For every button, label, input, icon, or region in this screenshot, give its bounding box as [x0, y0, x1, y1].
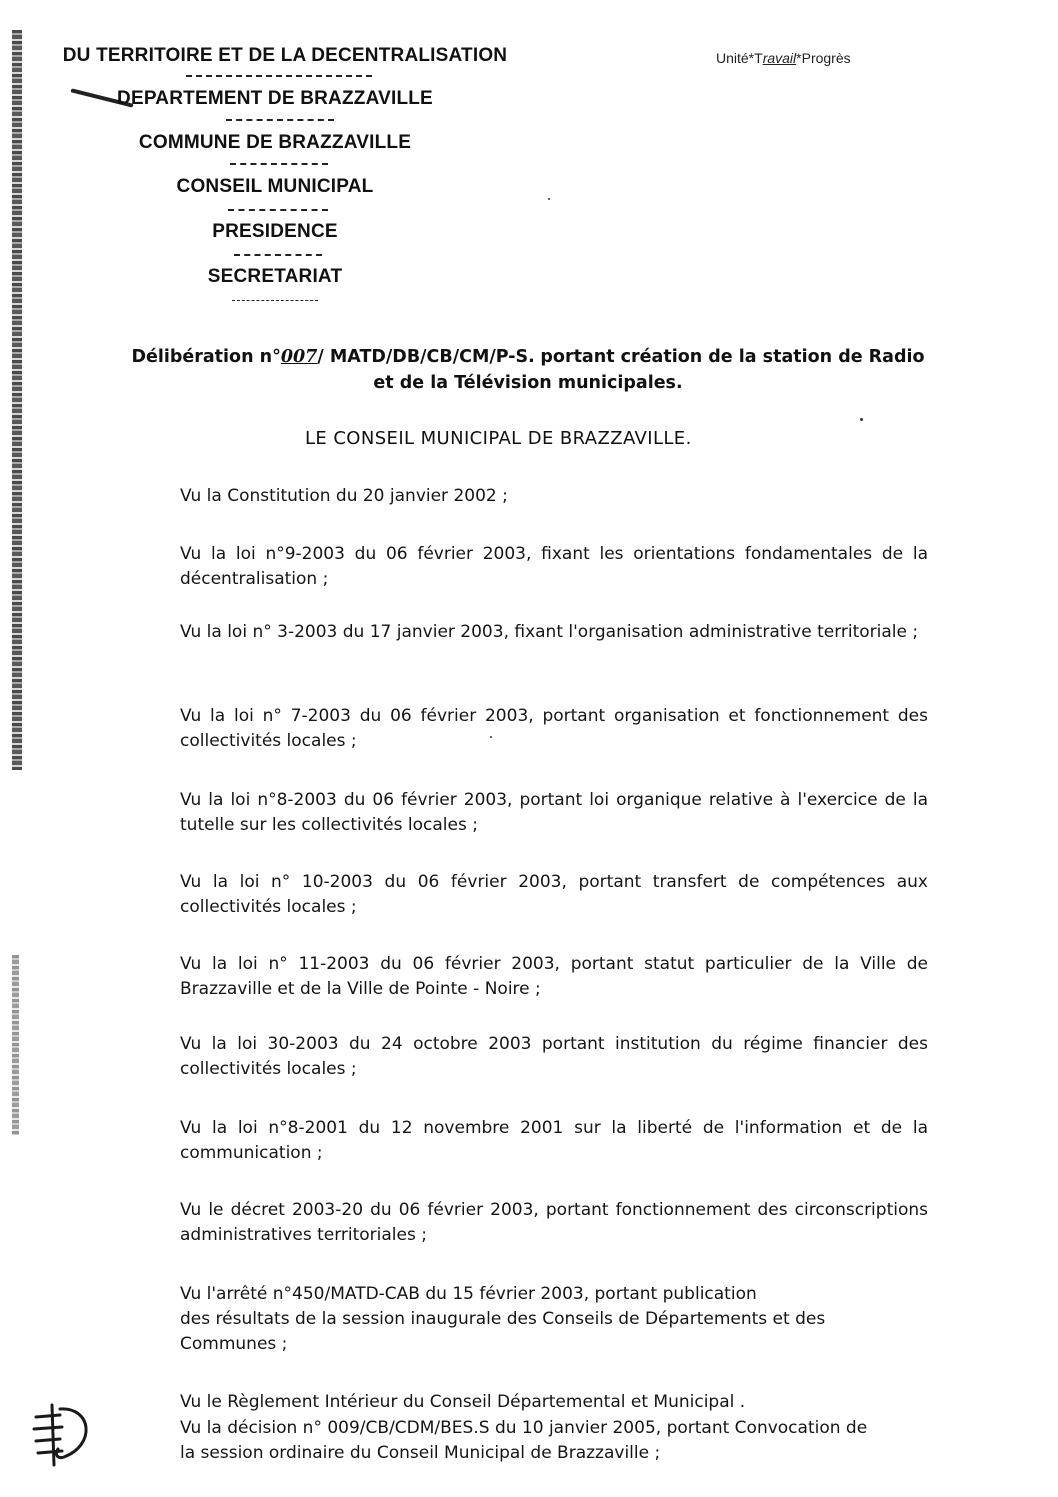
- arrete-line3: Communes ;: [180, 1334, 288, 1354]
- decision-line2: la session ordinaire du Conseil Municipal de Brazzaville ;: [180, 1443, 661, 1463]
- considerant-decision-009: [180, 1416, 928, 1466]
- header-department: DEPARTEMENT DE BRAZZAVILLE: [117, 88, 433, 109]
- council-heading: LE CONSEIL MUNICIPAL DE BRAZZAVILLE.: [305, 428, 692, 449]
- header-council: CONSEIL MUNICIPAL: [176, 176, 374, 197]
- considerant-loi-9-2003: Vu la loi n°9-2003 du 06 février 2003, fixant les orientations fondamentales de la décentralisation ;: [180, 544, 928, 589]
- header-divider: [226, 119, 334, 121]
- scan-edge-artifact-lower: [12, 955, 19, 1135]
- considerant-decret-2003-20: Vu le décret 2003-20 du 06 février 2003, portant fonctionnement des circonscriptions administratives territoriales ;: [180, 1200, 928, 1245]
- considerant-loi-11-2003: Vu la loi n° 11-2003 du 06 février 2003, portant statut particulier de la Ville de Brazzaville et de la Ville de Pointe - Noire ;: [180, 954, 928, 999]
- considerant-arrete-450: [180, 1282, 928, 1357]
- header-divider: [186, 75, 372, 77]
- deliberation-title: [118, 344, 938, 396]
- scan-speck: [548, 198, 550, 200]
- header-divider: [230, 163, 328, 165]
- considerant-loi-8-2003: Vu la loi n°8-2003 du 06 février 2003, portant loi organique relative à l'exercice de la tutelle sur les collectivités locales ;: [180, 790, 928, 835]
- scan-speck: [860, 418, 863, 421]
- considerant-loi-7-2003: Vu la loi n° 7-2003 du 06 février 2003, portant organisation et fonctionnement des collectivités locales ;: [180, 706, 928, 751]
- deliberation-prefix: Délibération n°: [131, 347, 281, 367]
- handwritten-initials-signature: [30, 1395, 100, 1475]
- national-motto: [716, 50, 851, 66]
- decision-line1: Vu la décision n° 009/CB/CDM/BES.S du 10 janvier 2005, portant Convocation de: [180, 1418, 868, 1438]
- considerant-constitution: Vu la Constitution du 20 janvier 2002 ;: [180, 486, 508, 506]
- motto-part: *Progrès: [796, 50, 851, 66]
- header-secretariat: SECRETARIAT: [207, 266, 343, 287]
- arrete-line1: Vu l'arrêté n°450/MATD-CAB du 15 février 2003, portant publication: [180, 1284, 757, 1304]
- deliberation-subject-line2: et de la Télévision municipales.: [373, 373, 683, 393]
- considerant-loi-10-2003: Vu la loi n° 10-2003 du 06 février 2003, portant transfert de compétences aux collectivités locales ;: [180, 872, 928, 917]
- considerant-loi-30-2003: Vu la loi 30-2003 du 24 octobre 2003 portant institution du régime financier des collectivités locales ;: [180, 1034, 928, 1079]
- deliberation-reference: / MATD/DB/CB/CM/P-S.: [317, 347, 535, 367]
- scan-edge-artifact: [12, 30, 22, 770]
- considerant-loi-3-2003: Vu la loi n° 3-2003 du 17 janvier 2003, fixant l'organisation administrative territoriale ;: [180, 622, 919, 642]
- header-divider: [234, 254, 322, 256]
- arrete-line2: des résultats de la session inaugurale des Conseils de Départements et des: [180, 1309, 826, 1329]
- deliberation-number: 007: [280, 347, 318, 367]
- header-divider: [232, 300, 318, 301]
- deliberation-subject-line1: portant création de la station de Radio: [540, 347, 925, 367]
- header-ministry: DU TERRITOIRE ET DE LA DECENTRALISATION: [62, 45, 508, 66]
- header-presidency: PRESIDENCE: [212, 221, 338, 242]
- header-divider: [228, 209, 328, 211]
- considerant-loi-8-2001: Vu la loi n°8-2001 du 12 novembre 2001 sur la liberté de l'information et de la communication ;: [180, 1118, 928, 1163]
- motto-part: Unité*T: [716, 50, 763, 66]
- motto-part-underlined: ravail: [762, 50, 797, 66]
- header-commune: COMMUNE DE BRAZZAVILLE: [138, 132, 412, 153]
- considerant-reglement: Vu le Règlement Intérieur du Conseil Départemental et Municipal .: [180, 1392, 746, 1412]
